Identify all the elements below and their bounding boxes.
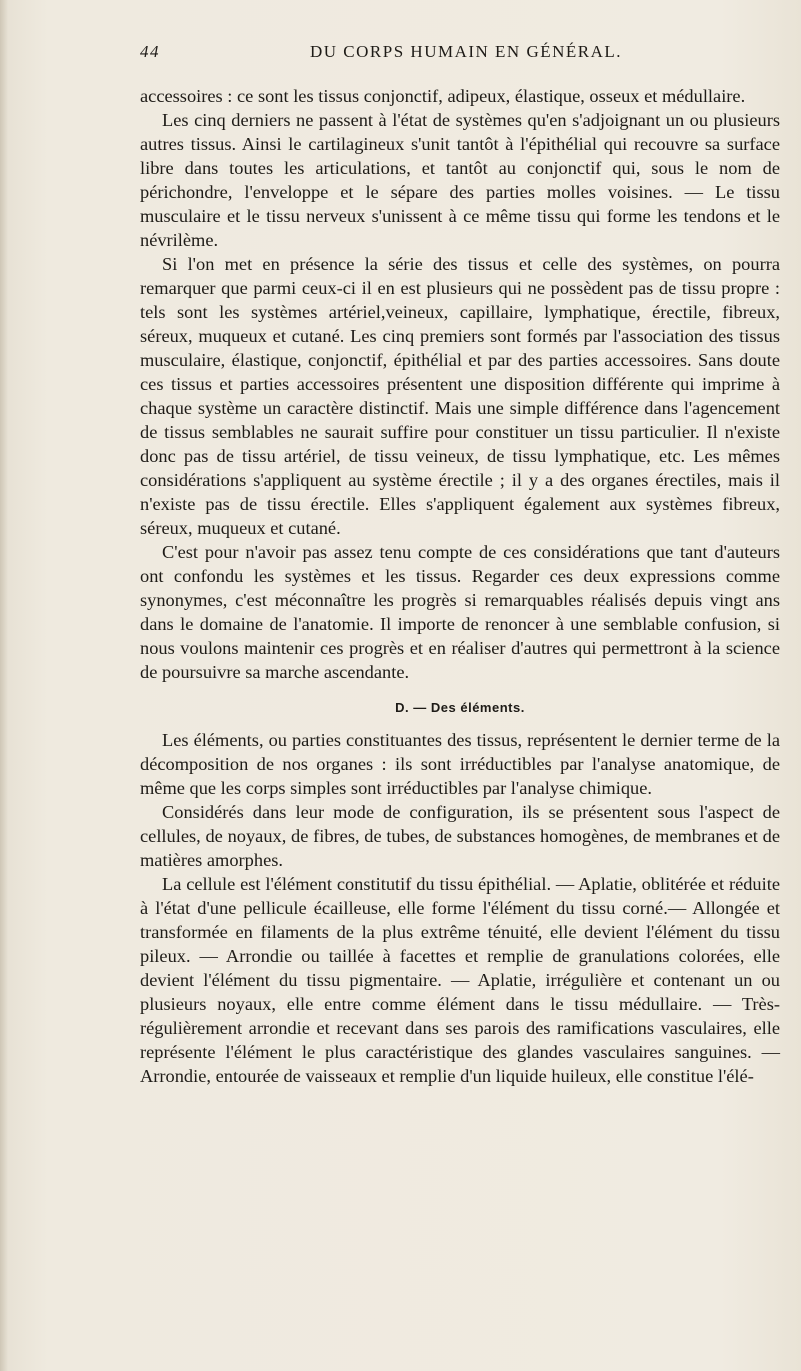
paragraph: Les cinq derniers ne passent à l'état de systèmes qu'en s'adjoignant un ou plusieurs autres tissus. Ainsi le cartilagineux s'unit tantôt à l'épithélial qui recouvre sa surface libre dans toutes les articulations, et tantôt au conjonctif qui, sous le nom de périchondre, l'enveloppe et le sépare des parties molles voisines. — Le tissu musculaire et le tissu nerveux s'unissent à ce même tissu qui forme les tendons et le névrilème.	[140, 110, 780, 250]
paragraph: Les éléments, ou parties constituantes des tissus, représentent le dernier terme de la décomposition de nos organes : ils sont irréductibles par l'analyse anatomique, de même que les corps simples sont irréductibles par l'analyse chimique.	[140, 730, 780, 798]
paragraph: accessoires : ce sont les tissus conjonctif, adipeux, élastique, osseux et médullaire.	[140, 86, 746, 106]
section-heading: D. — Des éléments.	[395, 700, 525, 715]
paragraph: La cellule est l'élément constitutif du tissu épithélial. — Aplatie, oblitérée et réduite à l'état d'une pellicule écailleuse, elle forme l'élément du tissu corné.— Allongée et transformée en filaments de la plus extrême ténuité, elle devient l'élément du tissu pileux. — Arrondie ou taillée à facettes et remplie de granulations colorées, elle devient l'élément du tissu pigmentaire. — Aplatie, irrégulière et contenant un ou plusieurs noyaux, elle entre comme élément dans le tissu médullaire. — Très-régulièrement arrondie et recevant dans ses parois des ramifications vasculaires, elle représente l'élément le plus caractéristique des glandes vasculaires sanguines. — Arrondie, entourée de vaisseaux et remplie d'un liquide huileux, elle constitue l'élé-	[140, 874, 780, 1086]
paragraph: Considérés dans leur mode de configuration, ils se présentent sous l'aspect de cellules, de noyaux, de fibres, de tubes, de substances homogènes, de membranes et de matières amorphes.	[140, 802, 780, 870]
page-number: 44	[140, 42, 160, 61]
page-gutter-shadow	[0, 0, 8, 1371]
body-text	[140, 84, 780, 1088]
running-title: DU CORPS HUMAIN EN GÉNÉRAL.	[310, 42, 623, 61]
page-header	[140, 42, 780, 66]
paragraph: Si l'on met en présence la série des tissus et celle des systèmes, on pourra remarquer que parmi ceux-ci il en est plusieurs qui ne possèdent pas de tissu propre : tels sont les systèmes artériel,veineux, capillaire, lymphatique, érectile, fibreux, séreux, muqueux et cutané. Les cinq premiers sont formés par l'association des tissus musculaire, élastique, conjonctif, épithélial et par des parties accessoires. Sans doute ces tissus et parties accessoires présentent une disposition différente qui imprime à chaque système un caractère distinctif. Mais une simple différence dans l'agencement de tissus semblables ne saurait suffire pour constituer un tissu particulier. Il n'existe donc pas de tissu artériel, de tissu veineux, de tissu lymphatique, etc. Les mêmes considérations s'appliquent au système érectile ; il y a des organes érectiles, mais il n'existe pas de tissu érectile. Elles s'appliquent également aux systèmes fibreux, séreux, muqueux et cutané.	[140, 254, 780, 538]
paragraph: C'est pour n'avoir pas assez tenu compte de ces considérations que tant d'auteurs ont confondu les systèmes et les tissus. Regarder ces deux expressions comme synonymes, c'est méconnaître les progrès si remarquables réalisés depuis vingt ans dans le domaine de l'anatomie. Il importe de renoncer à une semblable confusion, si nous voulons maintenir ces progrès et en réaliser d'autres qui permettront à la science de poursuivre sa marche ascendante.	[140, 542, 780, 682]
